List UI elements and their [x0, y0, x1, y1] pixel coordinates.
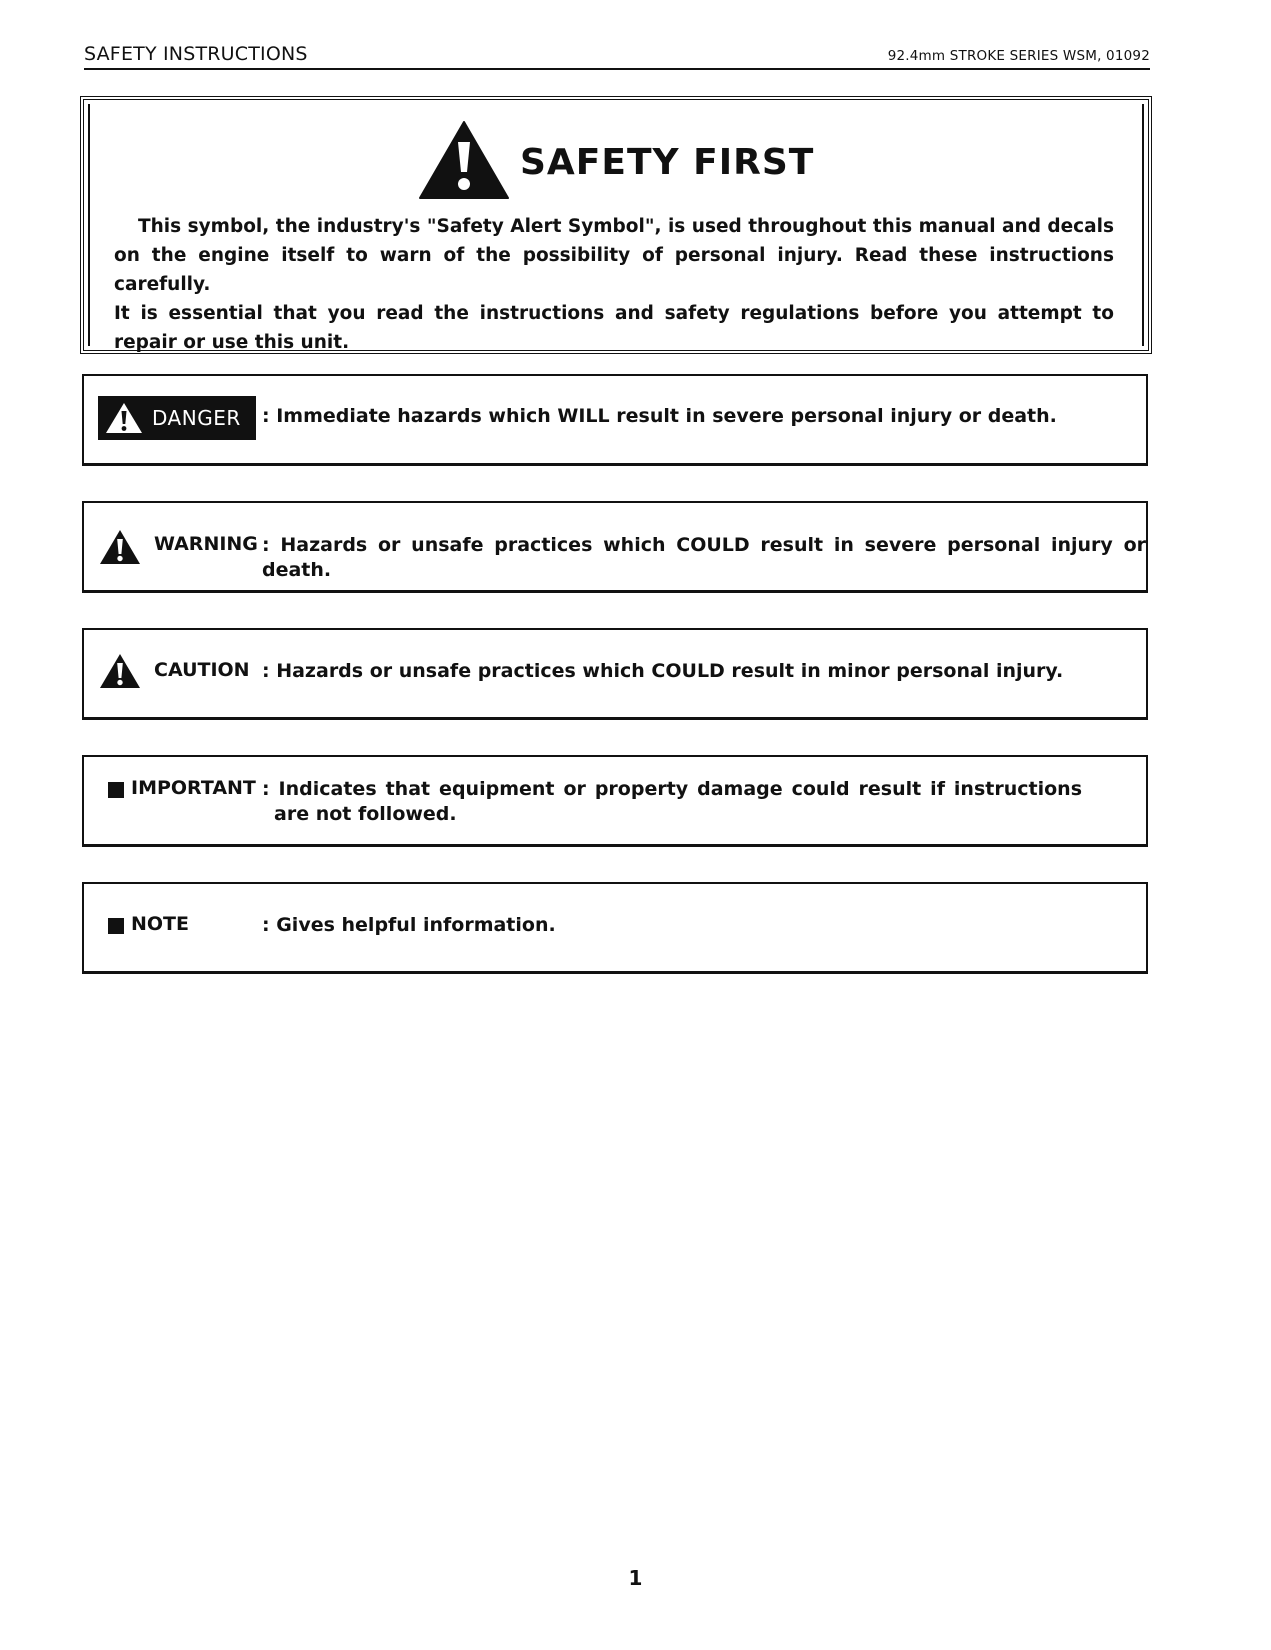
square-bullet-icon	[108, 918, 124, 934]
note-label: NOTE	[131, 913, 189, 935]
important-description: : Indicates that equipment or property damage could result if instructions are not followed.	[262, 778, 1082, 825]
danger-badge	[98, 396, 256, 440]
danger-label: DANGER	[152, 406, 241, 430]
safety-first-title: SAFETY FIRST	[520, 142, 815, 183]
page-number: 1	[628, 1566, 643, 1590]
square-bullet-icon	[108, 782, 124, 798]
alert-triangle-icon	[98, 652, 142, 690]
caution-definition-box	[82, 628, 1148, 720]
note-description: : Gives helpful information.	[262, 914, 556, 936]
safety-first-heading	[90, 120, 1142, 204]
page-header	[84, 40, 1150, 70]
section-title: SAFETY INSTRUCTIONS	[84, 43, 308, 65]
danger-description: : Immediate hazards which WILL result in severe personal injury or death.	[262, 405, 1057, 427]
caution-label: CAUTION	[154, 659, 250, 681]
safety-first-inner	[88, 104, 1144, 353]
document-code: 92.4mm STROKE SERIES WSM, 01092	[887, 48, 1150, 64]
safety-paragraph-1: This symbol, the industry's "Safety Alert Symbol", is used throughout this manual and decals on the engine itself to warn of the possibility of personal injury. Read these instructions carefully.	[114, 216, 1114, 295]
alert-triangle-icon	[104, 401, 144, 435]
important-label: IMPORTANT	[131, 777, 256, 799]
alert-triangle-icon	[418, 120, 510, 200]
warning-description: : Hazards or unsafe practices which COULD result in severe personal injury or death.	[262, 534, 1146, 581]
warning-definition-box	[82, 501, 1148, 593]
important-definition-box	[82, 755, 1148, 847]
safety-first-box	[80, 96, 1152, 354]
alert-triangle-icon	[98, 528, 142, 566]
caution-description: : Hazards or unsafe practices which COULD result in minor personal injury.	[262, 660, 1064, 682]
warning-label: WARNING	[154, 533, 258, 555]
note-definition-box	[82, 882, 1148, 974]
safety-paragraph-2: It is essential that you read the instructions and safety regulations before you attempt to repair or use this unit.	[114, 303, 1114, 353]
danger-definition-box	[82, 374, 1148, 466]
safety-first-text	[114, 212, 1114, 357]
